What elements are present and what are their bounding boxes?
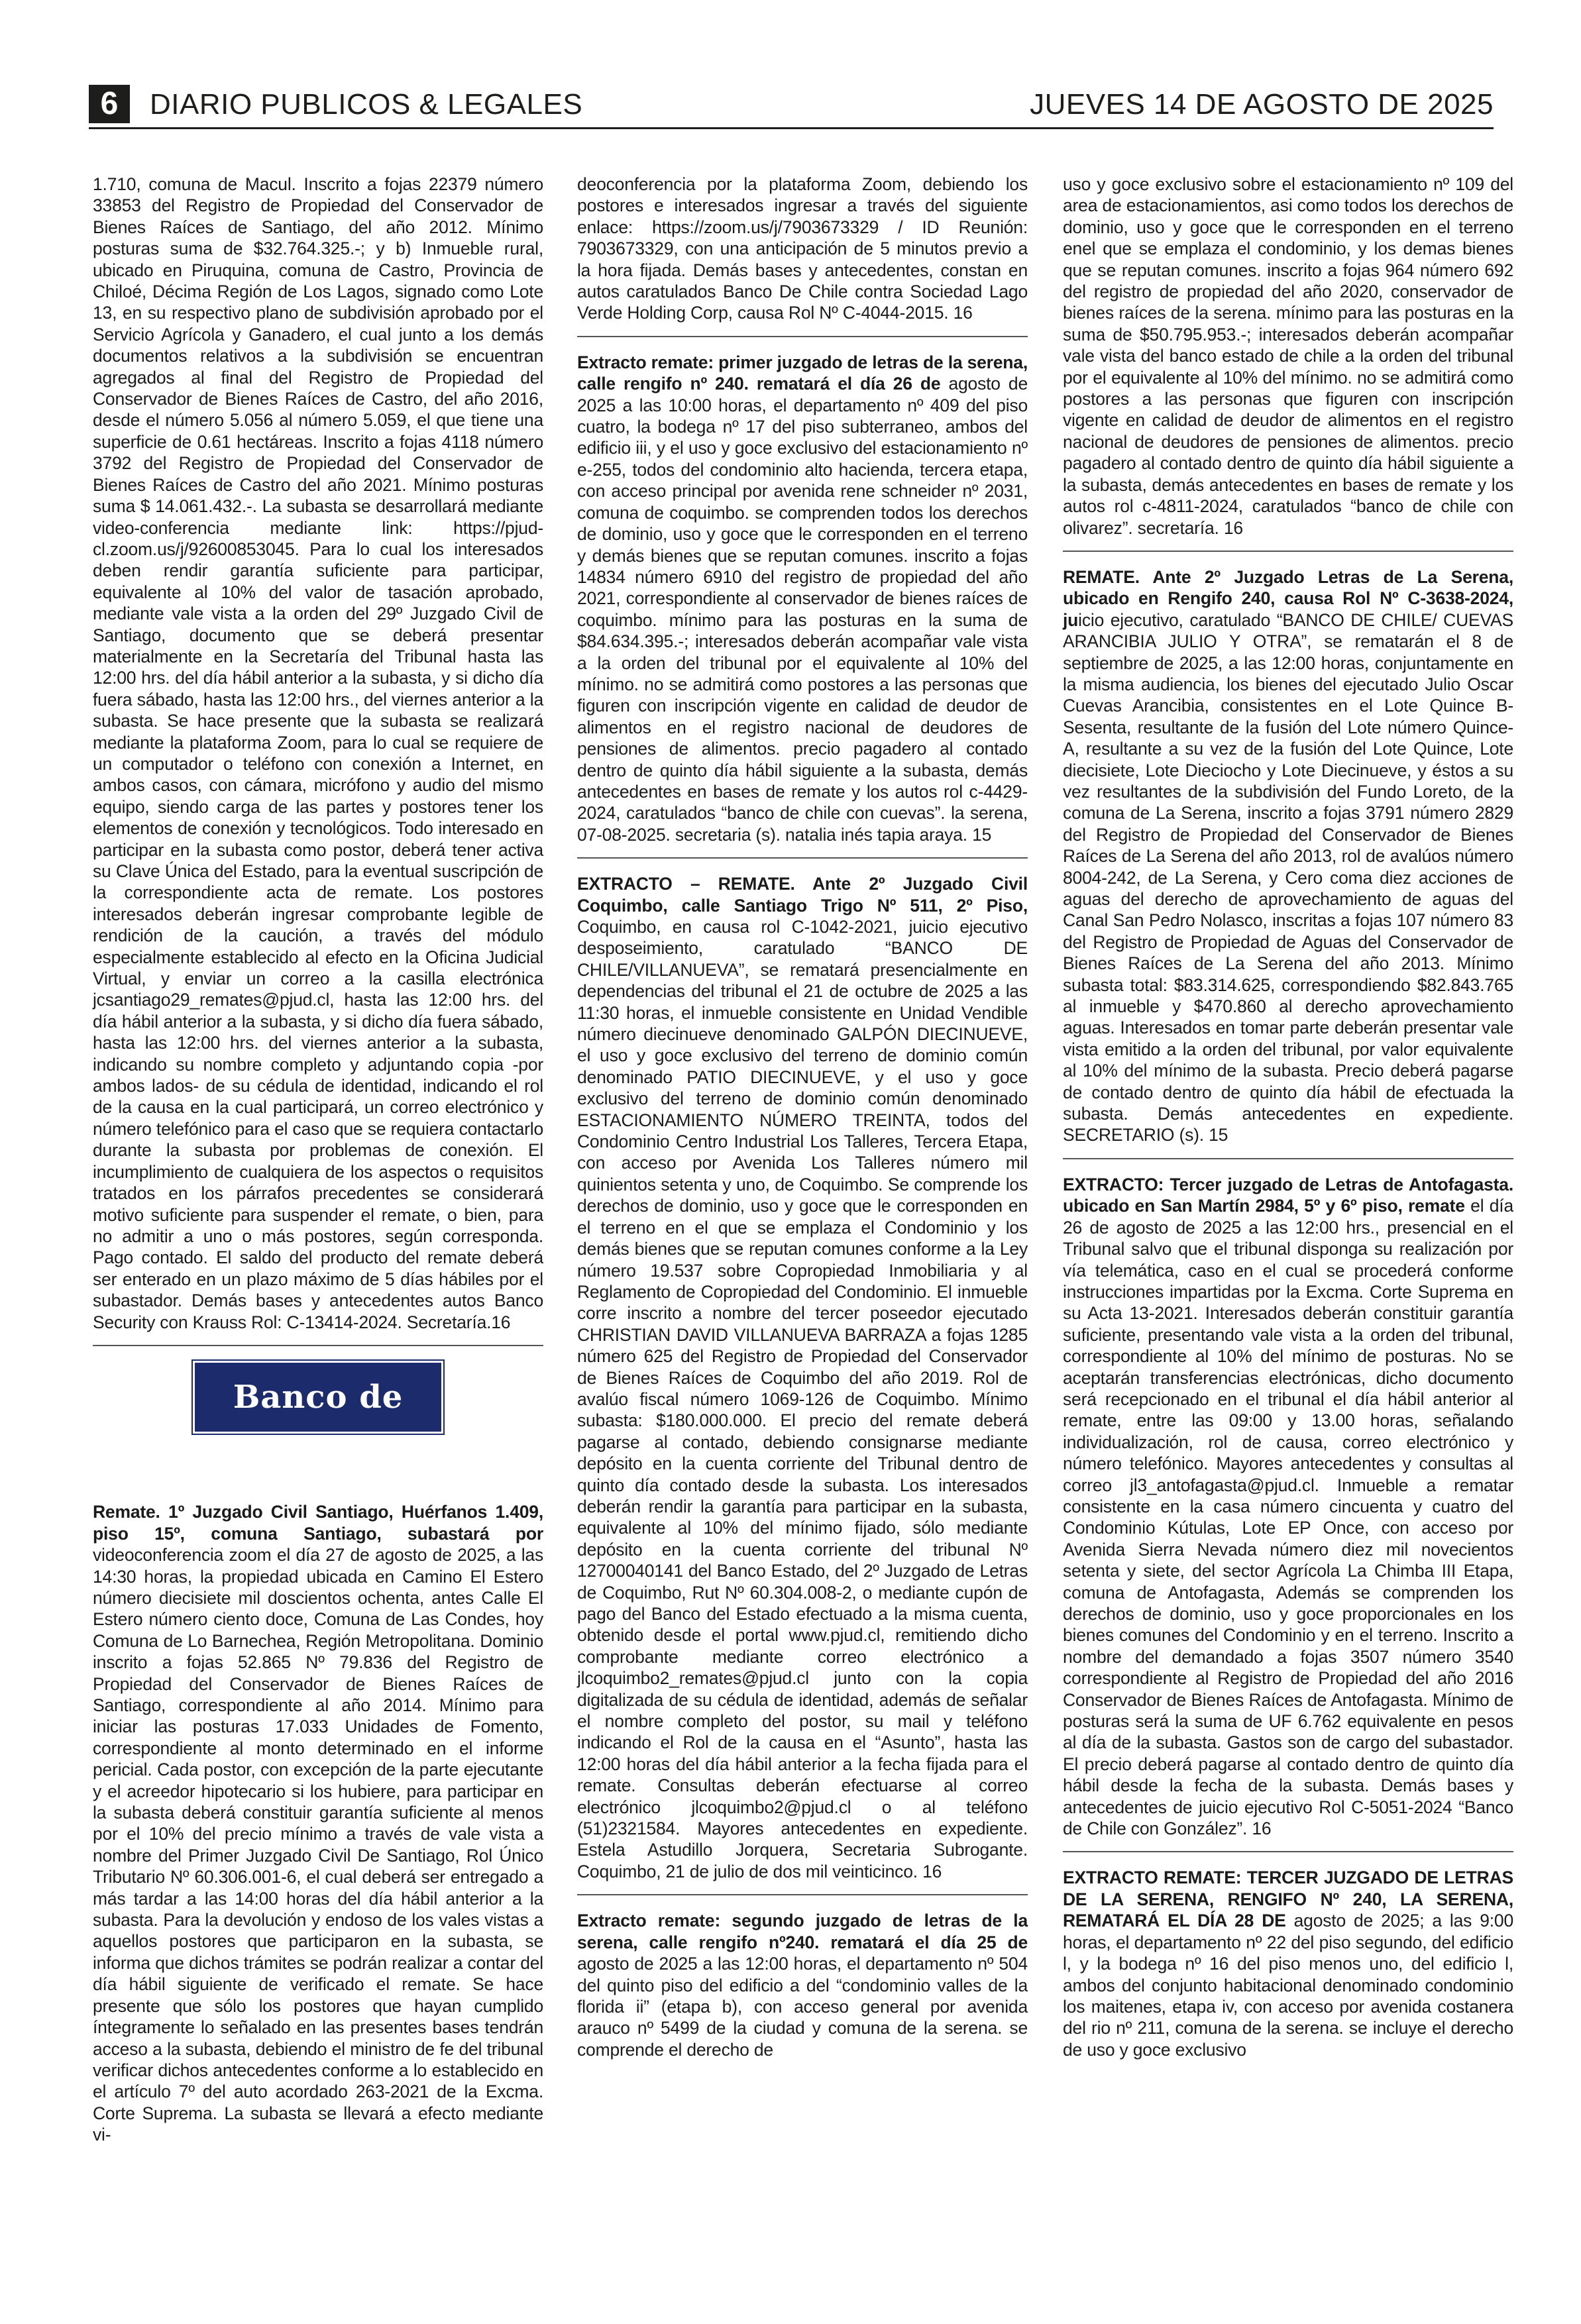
notice	[93, 174, 543, 1333]
notice	[577, 1910, 1028, 2060]
notice-heading: EXTRACTO – REMATE. Ante 2º Juzgado Civil Coquimbo, calle Santiago Trigo Nº 511, 2º Piso,	[577, 874, 1028, 916]
notice-separator	[577, 336, 1028, 337]
notice	[1063, 566, 1513, 1146]
notice-body: deoconferencia por la plataforma Zoom, debiendo los postores e interesados ingresar a través del siguiente enlace: https://zoom.us/j/7903673329 / ID Reunión: 7903673329, con una anticipación de 5 minutos previo a la hora fijada. Demás bases y antecedentes, constan en autos caratulados Banco De Chile contra Sociedad Lago Verde Holding Corp, causa Rol Nº C-4044-2015. 16	[577, 174, 1028, 323]
column-3	[1063, 174, 1513, 2071]
page-header	[89, 85, 1494, 123]
notice-heading: Extracto remate: primer juzgado de letras de la serena, calle rengifo nº 240. rematará el día 26 de	[577, 352, 1028, 394]
notice-heading: Remate. 1º Juzgado Civil Santiago, Huérfanos 1.409, piso 15º, comuna Santiago, subastará por	[93, 1502, 543, 1544]
notice	[1063, 1174, 1513, 1840]
newspaper-name: DIARIO PUBLICOS & LEGALES	[150, 88, 583, 121]
notice-separator	[93, 1345, 543, 1346]
notice-body: agosto de 2025 a las 10:00 horas, el departamento nº 409 del piso cuatro, la bodega nº 17 del piso subterraneo, ambos del edificio iii, y el uso y goce exclusivo del estacionamiento nº e-255, todos del condominio alto hacienda, tercera etapa, con acceso principal por avenida rene schneider nº 2031, comuna de coquimbo. se comprenden todos los derechos de dominio, uso y goce que le corresponden en el terreno y demás bienes que se reputan comunes. inscrito a fojas 14834 número 6910 del registro de propiedad del año 2021, correspondiente al conservador de bienes raíces de coquimbo. mínimo para las posturas en la suma de $84.634.395.-; interesados deberán acompañar vale vista a la orden del tribunal por el equivalente al 10% del mínimo. no se admitirá como postores a las personas que figuren con inscripción vigente en calidad de deudor de alimentos en el registro nacional de deudores de pensiones de alimentos. precio pagadero al contado dentro de quinto día hábil siguiente a la subasta, demás antecedentes en bases de remate y los autos rol c-4429-2024, caratulados “banco de chile con cuevas”. la serena, 07-08-2025. secretaria (s). natalia inés tapia araya. 15	[577, 374, 1028, 845]
column-2	[577, 174, 1028, 2071]
notice	[577, 174, 1028, 324]
notice-body: agosto de 2025 a las 12:00 horas, el departamento nº 504 del quinto piso del edificio a del “condominio valles de la florida ii” (etapa b), con acceso general por avenida arauco nº 5499 de la ciudad y comuna de la serena. se comprende el derecho de	[577, 1954, 1028, 2060]
notice	[577, 352, 1028, 845]
column-1	[93, 174, 543, 2156]
notice	[1063, 1867, 1513, 2060]
notice-body: agosto de 2025; a las 9:00 horas, el departamento nº 22 del piso segundo, del edificio l, y la bodega nº 16 del piso menos uno, del edificio l, ambos del conjunto habitacional denominado condominio los maitenes, etapa iv, con acceso por avenida costanera del rio nº 211, comuna de la serena. se incluye el derecho de uso y goce exclusivo	[1063, 1911, 1513, 2060]
notice-heading: EXTRACTO: Tercer juzgado de Letras de Antofagasta. ubicado en San Martín 2984, 5º y 6º piso, remate	[1063, 1174, 1513, 1216]
notice-body: 1.710, comuna de Macul. Inscrito a fojas 22379 número 33853 del Registro de Propiedad del Conservador de Bienes Raíces de Santiago, del año 2012. Mínimo posturas suma de $32.764.325.-; y b) Inmueble rural, ubicado en Piruquina, comuna de Castro, Provincia de Chiloé, Décima Región de Los Lagos, signado como Lote 13, en su respectivo plano de subdivisión aprobado por el Servicio Agrícola y Ganadero, el cual junto a los demás documentos relativos a la subdivisión se encuentran agregados al final del Registro de Propiedad del Conservador de Bienes Raíces de Castro, del año 2016, desde el número 5.056 al número 5.059, el que tiene una superficie de 0.61 hectáreas. Inscrito a fojas 4118 número 3792 del Registro de Propiedad del Conservador de Bienes Raíces de Castro del año 2021. Mínimo posturas suma $ 14.061.432.-. La subasta se desarrollará mediante video-conferencia mediante link: https://pjud-cl.zoom.us/j/92600853045. Para lo cual los interesados deben rendir garantía suficiente para participar, equivalente al 10% del valor de tasación aprobado, mediante vale vista a la orden del 29º Juzgado Civil de Santiago, documento que se deberá presentar materialmente en la Secretaría del Tribunal hasta las 12:00 hrs. del día hábil anterior a la subasta, y si dicho día fuera sábado, hasta las 12:00 hrs., del viernes anterior a la subasta. Se hace presente que la subasta se realizará mediante la plataforma Zoom, para lo cual se requiere de un computador o teléfono con conexión a Internet, en ambos casos, con cámara, micrófono y audio del mismo equipo, siendo carga de las partes y postores tener los elementos de conexión y tecnológicos. Todo interesado en participar en la subasta como postor, deberá tener activa su Clave Única del Estado, para la eventual suscripción de la correspondiente acta de remate. Los postores interesados deberán ingresar comprobante legible de rendición de la caución, a través del módulo especialmente establecido al efecto en la Oficina Judicial Virtual, y enviar un correo a la casilla electrónica jcsantiago29_remates@pjud.cl, hasta las 12:00 hrs. del día hábil anterior a la subasta, y si dicho día fuera sábado, hasta las 12:00 hrs. del viernes anterior a la subasta, indicando su nombre completo y adjuntando copia -por ambos lados- de su cédula de identidad, indicando el rol de la causa en la cual participará, un correo electrónico y número telefónico para el caso que se requiera contactarlo durante la subasta por problemas de conexión. El incumplimiento de cualquiera de los aspectos o requisitos tratados en los párrafos precedentes se considerará motivo suficiente para suspender el remate, o bien, para no admitir a uno o más postores, según corresponda. Pago contado. El saldo del producto del remate deberá ser enterado en un plazo máximo de 5 días hábiles por el subastador. Demás bases y antecedentes autos Banco Security con Krauss Rol: C-13414-2024. Secretaría.16	[93, 174, 543, 1332]
notice-body: videoconferencia zoom el día 27 de agosto de 2025, a las 14:30 horas, la propiedad ubicada en Camino El Estero número diecisiete mil doscientos ochenta, antes Calle El Estero número ciento doce, Comuna de Las Condes, hoy Comuna de Lo Barnechea, Región Metropolitana. Dominio inscrito a fojas 52.865 Nº 79.836 del Registro de Propiedad del Conservador de Bienes Raíces de Santiago, correspondiente al año 2014. Mínimo para iniciar las posturas 17.033 Unidades de Fomento, correspondiente al monto determinado en el informe pericial. Cada postor, con excepción de la parte ejecutante y el acreedor hipotecario si los hubiere, para participar en la subasta deberá constituir garantía suficiente al menos por el 10% del precio mínimo a través de vale vista a nombre del Primer Juzgado Civil De Santiago, Rol Único Tributario Nº 60.306.001-6, el cual deberá ser entregado a más tardar a las 14:00 horas del día hábil anterior a la subasta. Para la devolución y endoso de los vales vistas a aquellos postores que participaron en la subasta, se informa que dichos trámites se podrán realizar a contar del día hábil siguiente de verificado el remate. Se hace presente que sólo los postores que hayan cumplido íntegramente lo señalado en las presentes bases tendrán acceso a la subasta, debiendo el ministro de fe del tribunal verificar dichos antecedentes conforme a lo establecido en el artículo 7º del auto acordado 263-2021 de la Excma. Corte Suprema. La subasta se llevará a efecto mediante vi-	[93, 1545, 543, 2145]
notice-body: Coquimbo, en causa rol C-1042-2021, juicio ejecutivo desposeimiento, caratulado “BANCO DE CHILE/VILLANUEVA”, se rematará presencialmente en dependencias del tribunal el 21 de octubre de 2025 a las 11:30 horas, el inmueble consistente en Unidad Vendible número diecinueve denominado GALPÓN DIECINUEVE, el uso y goce exclusivo del terreno de dominio común denominado PATIO DIECINUEVE, y el uso y goce exclusivo del terreno de dominio común denominado ESTACIONAMIENTO NÚMERO TREINTA, todos del Condominio Centro Industrial Los Talleres, Tercera Etapa, con acceso por Avenida Los Talleres número mil quinientos setenta y uno, de Coquimbo. Se comprende los derechos de dominio, uso y goce que le corresponden en el terreno en el que se emplaza el Condominio y los demás bienes que se reputan comunes conforme a la Ley número 19.537 sobre Copropiedad Inmobiliaria y al Reglamento de Copropiedad del Condominio. El inmueble corre inscrito a nombre del tercer poseedor ejecutado CHRISTIAN DAVID VILLANUEVA BARRAZA a fojas 1285 número 625 del Registro de Propiedad del Conservador de Bienes Raíces de Coquimbo del año 2019. Rol de avalúo fiscal número 1069-126 de Coquimbo. Mínimo subasta: $180.000.000. El precio del remate deberá pagarse al contado, debiendo consignarse mediante depósito en la cuenta corriente del Tribunal dentro de quinto día contado desde la subasta. Los interesados deberán rendir la garantía para participar en la subasta, equivalente al 10% del mínimo fijado, sólo mediante depósito en la cuenta corriente del tribunal Nº 12700040141 del Banco Estado, del 2º Juzgado de Letras de Coquimbo, Rut Nº 60.304.008-2, o mediante cupón de pago del Banco del Estado efectuado a la misma cuenta, obtenido desde el portal www.pjud.cl, remitiendo dicho comprobante mediante correo electrónico a jlcoquimbo2_remates@pjud.cl junto con la copia digitalizada de su cédula de identidad, además de señalar el nombre completo del postor, su mail y teléfono indicando el Rol de la causa en el “Asunto”, hasta las 12:00 horas del día hábil anterior a la fecha fijada para el remate. Consultas deberán efectuarse al correo electrónico jlcoquimbo2@pjud.cl o al teléfono (51)2321584. Mayores antecedentes en expediente. Estela Astudillo Jorquera, Secretaria Subrogante. Coquimbo, 21 de julio de dos mil veinticinco. 16	[577, 917, 1028, 1881]
banco-de-chile-logo: Banco de Chile	[193, 1361, 443, 1434]
bank-logo-container	[93, 1361, 543, 1485]
notice-heading: EXTRACTO REMATE: TERCER JUZGADO DE LETRAS DE LA SERENA, RENGIFO Nº 240, LA SERENA, REMATARÁ EL DÍA 28 DE	[1063, 1868, 1513, 1931]
notice-separator	[1063, 1851, 1513, 1852]
notice-heading: REMATE. Ante 2º Juzgado Letras de La Serena, ubicado en Rengifo 240, causa Rol Nº C-3638-2024, ju	[1063, 566, 1513, 630]
notice-separator	[577, 1894, 1028, 1895]
header-rule	[89, 127, 1494, 129]
notice-body: icio ejecutivo, caratulado “BANCO DE CHILE/ CUEVAS ARANCIBIA JULIO Y OTRA”, se rematarán el 8 de septiembre de 2025, a las 12:00 horas, conjuntamente en la misma audiencia, los bienes del ejecutado Julio Oscar Cuevas Arancibia, consistentes en el Lote Quince B-Sesenta, resultante de la fusión del Lote número Quince-A, resultante a su vez de la fusión del Lote Quince, Lote diecisiete, Lote Dieciocho y Lote Diecinueve, y éstos a su vez resultantes de la subdivisión del Fundo Loreto, de la comuna de La Serena, inscrito a fojas 3791 número 2829 del Registro de Propiedad del Conservador de Bienes Raíces de La Serena del año 2013, rol de avalúos número 8004-242, de La Serena, y Cero coma diez acciones de aguas del derecho de aprovechamiento de aguas del Canal San Pedro Nolasco, inscritas a fojas 107 número 83 del Registro de Propiedad de Aguas del Conservador de Bienes Raíces de La Serena del año 2013. Mínimo subasta total: $83.314.625, correspondiendo $82.843.765 al inmueble y $470.860 al derecho aprovechamiento aguas. Interesados en tomar parte deberán presentar vale vista emitido a la orden del tribunal, por valor equivalente al 10% del mínimo de la subasta. Precio deberá pagarse de contado dentro de quinto día hábil de efectuada la subasta. Demás antecedentes en expediente. SECRETARIO (s). 15	[1063, 609, 1513, 1145]
notice-heading: Extracto remate: segundo juzgado de letras de la serena, calle rengifo nº240. rematará el día 25 de	[577, 1911, 1028, 1952]
page-number: 6	[89, 85, 130, 123]
notice	[93, 1501, 543, 2145]
notice	[1063, 174, 1513, 539]
notice-separator	[1063, 1158, 1513, 1159]
issue-date: JUEVES 14 DE AGOSTO DE 2025	[1030, 88, 1494, 121]
notice-separator	[1063, 551, 1513, 552]
notice-body: uso y goce exclusivo sobre el estacionamiento nº 109 del area de estacionamientos, asi como todos los derechos de dominio, uso y goce que le corresponden en el terreno enel que se emplaza el condominio, y los demas bienes que se reputan comunes. inscrito a fojas 964 número 692 del registro de propiedad del año 2020, conservador de bienes raíces de la serena. mínimo para las posturas en la suma de $50.795.953.-; interesados deberán acompañar vale vista del banco estado de chile a la orden del tribunal por el equivalente al 10% del mínimo. no se admitirá como postores a las personas que figuren con inscripción vigente en calidad de deudor de alimentos en el registro nacional de deudores de pensiones de alimentos. precio pagadero al contado dentro de quinto día hábil siguiente a la subasta, demás antecedentes en bases de remate y los autos rol c-4811-2024, caratulados “banco de chile con olivarez”. secretaría. 16	[1063, 174, 1513, 538]
notice-separator	[577, 857, 1028, 859]
notice	[577, 873, 1028, 1882]
notice-body: el día 26 de agosto de 2025 a las 12:00 hrs., presencial en el Tribunal salvo que el tribunal disponga su realización por vía telemática, caso en el cual se procederá conforme instrucciones impartidas por la Excma. Corte Suprema en su Acta 13-2021. Interesados deberán constituir garantía suficiente, presentando vale vista a la orden del tribunal, correspondiente al 10% del mínimo de posturas. No se aceptarán transferencias electrónicas, dicho documento será recepcionado en el tribunal el día hábil anterior al remate, entre las 09:00 y 13.00 horas, señalando individualización, rol de causa, correo electrónico y número telefónico. Mayores antecedentes y consultas al correo jl3_antofagasta@pjud.cl. Inmueble a rematar consistente en la casa número cincuenta y cuatro del Condominio Kútulas, Lote EP Once, con acceso por Avenida Sierra Nevada número diez mil novecientos setenta y siete, del sector Agrícola La Chimba III Etapa, comuna de Antofagasta, Además se comprenden los derechos de dominio, uso y goce proporcionales en los bienes comunes del Condominio y en el terreno. Inscrito a nombre del demandado a fojas 3507 número 3540 correspondiente al Registro de Propiedad del año 2016 Conservador de Bienes Raíces de Antofagasta. Mínimo de posturas será la suma de UF 6.762 equivalente en pesos al día de la subasta. Gastos son de cargo del subastador. El precio deberá pagarse al contado dentro de quinto día hábil desde la fecha de la subasta. Demás bases y antecedentes de juicio ejecutivo Rol C-5051-2024 “Banco de Chile con González”. 16	[1063, 1196, 1513, 1839]
